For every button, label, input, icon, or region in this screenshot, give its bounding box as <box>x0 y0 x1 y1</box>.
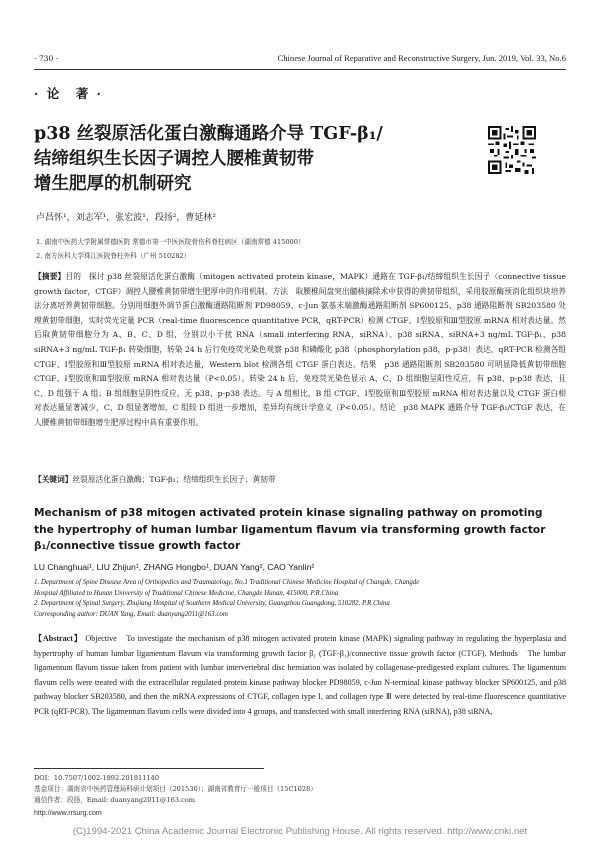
keywords-cn <box>34 474 566 485</box>
abstract-cn <box>34 270 566 431</box>
doi-text: DOI：10.7507/1002-1892.201811140 <box>34 774 160 782</box>
title-en-line-2: the hypertrophy of human lumbar ligamentum flavum via transforming growth factor <box>34 523 546 536</box>
abstract-en <box>34 632 566 720</box>
title-cn-line-1: p38 丝裂原活化蛋白激酶通路介导 TGF-β₁/ <box>34 124 383 144</box>
article-title-en <box>34 505 566 555</box>
affiliation-en-line-1: 1. Department of Spine Disease Area of Orthopedics and Traumatology, No.1 Traditional Chinese Medicine Hospital of Changde, Changde <box>34 579 420 586</box>
journal-running-header: Chinese Journal of Reparative and Reconstructive Surgery, Jun. 2019, Vol. 33, No.6 <box>277 53 566 63</box>
abstract-cn-text: 目的 探讨 p38 丝裂原活化蛋白激酶（mitogen activated protein kinase，MAPK）通路在 TGF-β₁/结缔组织生长因子（connective tissue growth factor，CTGF）调控人腰椎黄韧带增生肥厚中的作用机制。方法 取腰椎间盘突出髓核摘除术中获得的黄韧带组织，采用胶原酶预消化组织块培养法分离培养黄韧带细胞。分别用细胞外调节蛋白激酶通路阻断剂 PD98059、c-Jun 氨基末端激酶通路阻断剂 SP600125、p38 通路阻断剂 SB203580 处理黄韧带细胞，实时荧光定量 PCR（real-time fluorescence quantitative PCR，qRT-PCR）检测 CTGF、Ⅰ型胶原和Ⅲ型胶原 mRNA 相对表达量。然后取黄韧带细胞分为 A、B、C、D 组，分别以小干扰 RNA（small interfering RNA，siRNA）、p38 siRNA、siRNA+3 ng/mL TGF-β₁、p38 siRNA+3 ng/mL TGF-β₁ 转染细胞，转染 24 h 后行免疫荧光染色观察 p38 和磷酸化 p38（phosphorylation p38，p-p38）表达，qRT-PCR 检测各组 CTGF、Ⅰ型胶原和Ⅲ型胶原 mRNA 相对表达量，Western blot 检测各组 CTGF 蛋白表达。结果 p38 通路阻断剂 SB203580 可明显降低黄韧带细胞 CTGF、Ⅰ型胶原和Ⅲ型胶原 mRNA 相对表达量（P<0.05）。转染 24 h 后，免疫荧光染色显示 A、C、D 组细胞呈阳性反应，有 p38、p-p38 表达，且 C、D 组强于 A 组；B 组细胞呈阴性反应，无 p38、p-p38 表达。与 A 组相比，B 组 CTGF、Ⅰ型胶原和Ⅲ型胶原 mRNA 相对表达量以及 CTGF 蛋白相对表达量显著减少，C、D 组显著增加，C 组较 D 组进一步增加，差异均有统计学意义（P<0.05）。结论 p38 MAPK 通路介导 TGF-β₁/CTGF 表达，在人腰椎黄韧带细胞增生肥厚过程中具有重要作用。 <box>34 272 566 427</box>
authors-cn: 卢昌怀¹，刘志军¹，张宏波¹，段扬²，曹延林² <box>36 213 217 223</box>
affiliation-cn-1: 1. 湖南中医药大学附属常德医院 常德市第一中医医院骨伤科脊柱病区（湖南常德 415000） <box>36 238 305 246</box>
affiliation-en-line-3: 2. Department of Spinal Surgery, Zhujiang Hospital of Southern Medical University, Guangzhou Guangdong, 510282, P.R.China <box>34 600 390 607</box>
section-label: · 论 著 · <box>34 86 103 101</box>
affiliation-cn-2: 2. 南方医科大学珠江医院脊柱外科（广州 510282） <box>36 252 191 260</box>
corresponding-author-en: Corresponding author: DUAN Yang, Email: duanyang2011@163.com <box>34 610 228 618</box>
affiliation-en <box>34 578 566 620</box>
website-link[interactable]: http://www.rrsurg.com <box>34 810 102 817</box>
title-en-line-3: β₁/connective tissue growth factor <box>34 540 241 552</box>
keywords-cn-label: 【关键词】 <box>34 475 73 484</box>
title-en-line-1: Mechanism of p38 mitogen activated protein kinase signaling pathway on promoting <box>34 507 543 519</box>
correspondence-text: 通信作者：段扬，Email: duanyang2011@163.com <box>34 796 196 804</box>
qr-code-icon <box>488 126 536 174</box>
header-rule <box>34 69 566 70</box>
footnote-rule <box>34 768 264 769</box>
keywords-cn-text: 丝裂原活化蛋白激酶；TGF-β₁；结缔组织生长因子；黄韧带 <box>72 475 276 484</box>
abstract-cn-label: 【摘要】 <box>34 272 66 281</box>
funding-text: 基金项目：湖南省中医药管理局科研计划项目（201530）；湖南省教育厅一般项目（15C1028） <box>34 785 317 793</box>
title-cn-line-3: 增生肥厚的机制研究 <box>34 174 192 194</box>
title-cn-line-2: 结缔组织生长因子调控人腰椎黄韧带 <box>34 149 314 169</box>
affiliation-en-line-2: Hospital Affiliated to Hunan University of Traditional Chinese Medicine, Changde Hunan, 415000, P.R.China <box>34 589 339 597</box>
authors-en: LU Changhuai¹, LIU Zhijun¹, ZHANG Hongbo¹, DUAN Yang², CAO Yanlin² <box>34 562 315 572</box>
page-number: · 730 · <box>34 54 59 63</box>
copyright-footer: (C)1994-2021 China Academic Journal Electronic Publishing House. All rights reserved. http://www.cnki.net <box>72 826 528 837</box>
abstract-en-text: Objective To investigate the mechanism of p38 mitogen activated protein kinase (MAPK) signaling pathway in regulating the hyperplasia and hypertrophy of human lumbar ligamentum flavum via transforming growth factor β₁ (TGF-β₁)/connective tissue growth factor (CTGF). Methods The lumbar ligamentum flavum tissue taken from patient with lumbar intervertebral disc herniation was isolated by collagenase-predigested explant cultures. The ligamentum flavum cells were treated with the extracellular regulated protein kinase pathway blocker PD98059, c-Jun N-terminal kinase pathway blocker SP600125, and p38 pathway blocker SB203580, and then the mRNA expressions of CTGF, collagen type Ⅰ, and collagen type Ⅲ were detected by real-time fluorescence quantitative PCR (qRT-PCR). The ligamentum flavum cells were divided into 4 groups, and transfected with small interfering RNA (siRNA), p38 siRNA, <box>34 634 566 716</box>
abstract-en-label: 【Abstract】 <box>34 634 83 643</box>
article-title-cn <box>34 122 454 197</box>
